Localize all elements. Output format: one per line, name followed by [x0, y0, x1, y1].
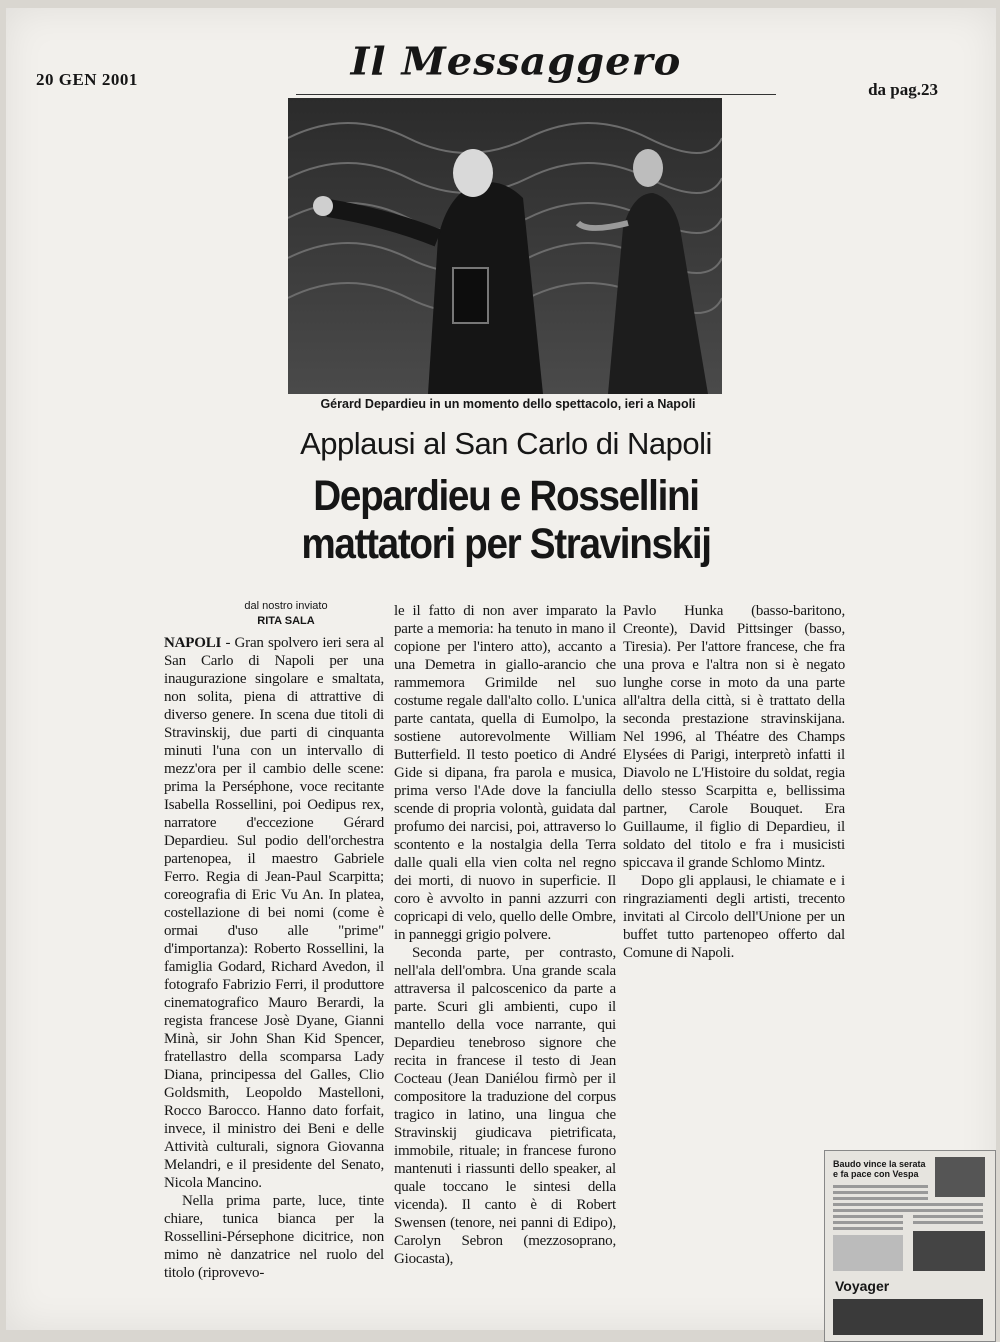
- paragraph: Pavlo Hunka (basso-baritono, Creonte), David Pittsinger (basso, Tiresia). Per l'attore francese, che fra una prova e l'altra non si è negato lunghe corse in moto da una parte all'altra della città, si è trattato della seconda prestazione stravinskijana. Nel 1996, al Théatre des Champs Elysées di Parigi, interpretò infatti il Diavolo ne L'Histoire du soldat, regia dello stesso Scarpitta e, bellissima partner, Carole Bouquet. Era Guillaume, il figlio di Depardieu, il soldato del titolo e fra i musicisti spiccava il grande Schlomo Mintz.: [623, 603, 845, 871]
- newspaper-clipping: [6, 8, 996, 1330]
- paragraph: Seconda parte, per contrasto, nell'ala dell'ombra. Una grande scala attraversa il palcoscenico da parte a parte. Scuri gli ambienti, cupo il mantello della voce narrante, qui Depardieu tenebroso signore che recita in francese il testo di Jean Cocteau (Jean Daniélou firmò per il compositore la traduzione del corpus tragico in latino, una lingua che Stravinskij giudicava pietrificata, immobile, rituale; in francese furono mantenuti i riassunti dello speaker, al quale toccano le sintesi della vicenda). Il canto è di Robert Swensen (tenore, nei panni di Edipo), Carolyn Sebron (mezzosoprano, Giocasta),: [394, 945, 616, 1267]
- masthead-rule: [296, 94, 776, 95]
- article-column-1: [164, 634, 384, 1282]
- newspaper-masthead: Il Messaggero: [350, 39, 682, 84]
- paragraph: Dopo gli applausi, le chiamate e i ringraziamenti degli artisti, trecento invitati al Circolo dell'Unione per un buffet tutto partenopeo offerto dal Comune di Napoli.: [623, 873, 845, 961]
- photo-caption: Gérard Depardieu in un momento dello spettacolo, ieri a Napoli: [320, 397, 696, 411]
- photo-stage-scene: [288, 98, 722, 394]
- article-photo: [288, 98, 722, 394]
- headline-line-2: mattatori per Stravinskij: [301, 520, 711, 568]
- thumbnail-layout-graphic: [825, 1151, 995, 1341]
- byline-author: RITA SALA: [257, 615, 315, 627]
- paragraph: le il fatto di non aver imparato la parte a memoria: ha tenuto in mano il copione per l'intero atto), accanto a una Demetra in giallo-arancio che rammemora Grimilde nel suo costume regale dall'alto collo. L'unica parte cantata, quella di Eumolpo, la sostiene autorevolmente William Butterfield. Il testo poetico di André Gide si dipana, fra parola e musica, prima verso l'Ade dove la fanciulla scende di propria volontà, guidata dal profumo dei narcisi, poi, attraverso lo scontento e la nostalgia della Terra dalle quali ella vien colta nel regno dei morti, di nuovo in superficie. Il coro è avvolto in panni azzurri con copricapi di velo, quello delle Ombre, in panneggi grigio polvere.: [394, 603, 616, 943]
- thumbnail-footer: Voyager: [835, 1278, 890, 1294]
- paragraph: NAPOLI - Gran spolvero ieri sera al San Carlo di Napoli per una inaugurazione singolare e smaltata, non solita, piena di attrattive di diverso genere. In scena due titoli di Stravinskij, due parti di cinquanta minuti l'una con un intervallo di mezz'ora per il cambio delle scene: prima la Perséphone, voce recitante Isabella Rossellini, poi Oedipus rex, narratore d'eccezione Gérard Depardieu. Sul podio dell'orchestra partenopea, il maestro Gabriele Ferro. Regia di Jean-Paul Scarpitta; coreografia di Eric Vu An. In platea, costellazione di bei nomi (come è ormai d'uso alle "prime" d'importanza): Roberto Rossellini, la famiglia Godard, Richard Avedon, il fotografo Fabrizio Ferri, il produttore cinematografico Mauro Berardi, la regista francese Josè Dyane, Gianni Minà, sir John Shan Kid Spencer, fratellastro della scomparsa Lady Diana, principessa del Galles, Clio Goldsmith, Leopoldo Mastelloni, Rocco Barocco. Hanno dato forfait, invece, il ministro dei Beni e delle Attività culturali, signora Giovanna Melandri, e il presidente del Senato, Nicola Mancino.: [164, 635, 384, 1191]
- page-reference: da pag.23: [868, 80, 938, 99]
- article-headline: [56, 472, 956, 568]
- dateline-city: NAPOLI: [164, 635, 222, 651]
- article-column-3: [623, 602, 845, 962]
- article-kicker: Applausi al San Carlo di Napoli: [300, 426, 712, 461]
- article-column-2: [394, 602, 616, 1268]
- front-page-thumbnail: [824, 1150, 996, 1342]
- byline-lead: dal nostro inviato: [244, 600, 328, 612]
- paragraph: Nella prima parte, luce, tinte chiare, tunica bianca per la Rossellini-Pérsephone dicitrice, non mimo nè danzatrice nel ruolo del titolo (riprovevo-: [164, 1193, 384, 1281]
- headline-line-1: Depardieu e Rossellini: [313, 472, 699, 520]
- issue-date: 20 GEN 2001: [36, 70, 138, 89]
- thumbnail-headline: Baudo vince la serata e fa pace con Vespa: [833, 1159, 926, 1179]
